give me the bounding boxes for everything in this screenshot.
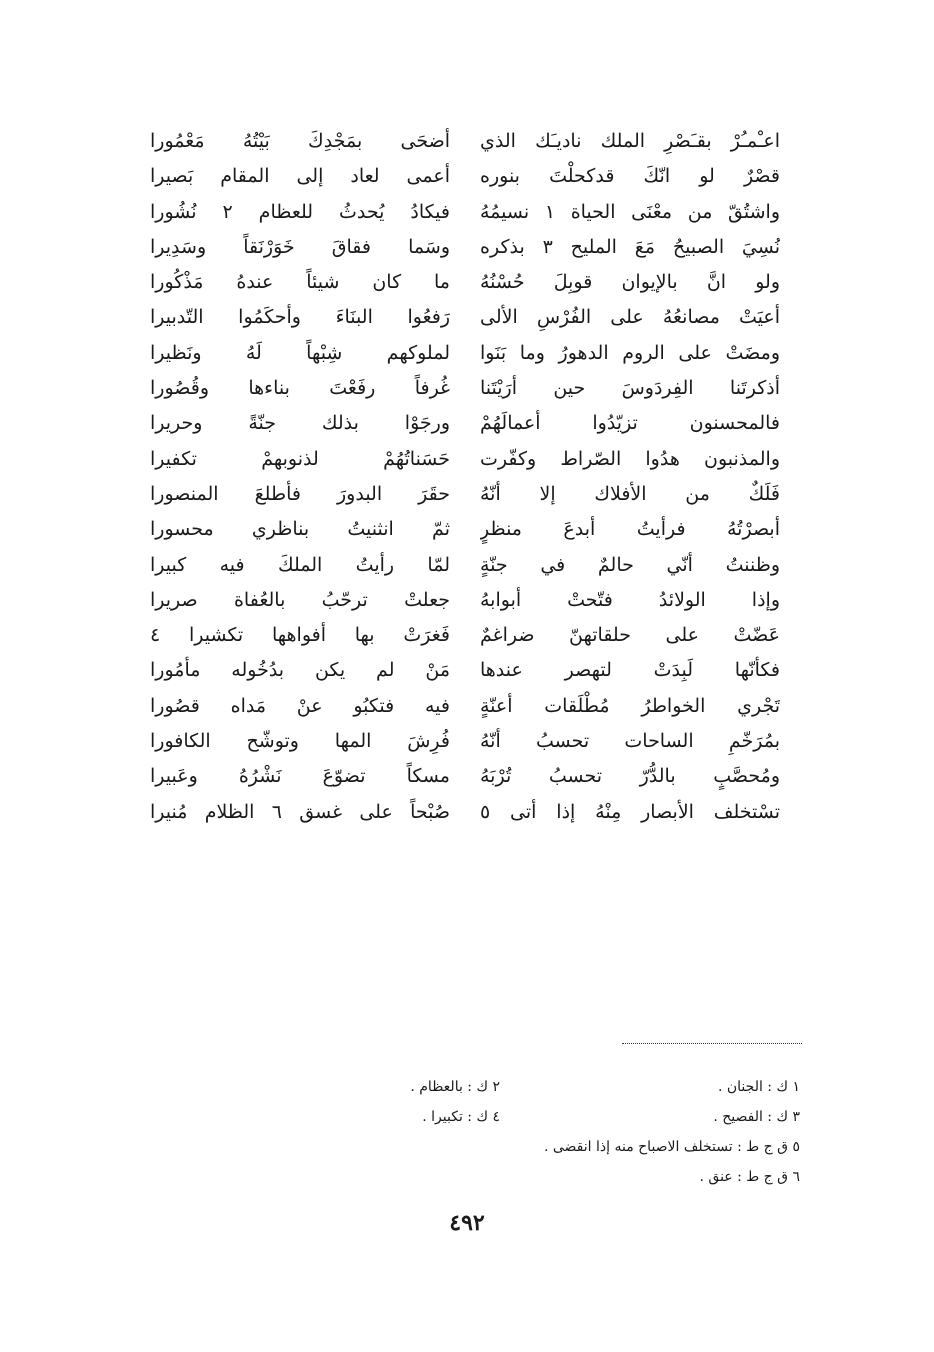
first-hemistich: وظننتُ أنّي حالمٌ في جنّةٍ [480, 553, 780, 576]
verse-line [150, 583, 780, 618]
first-hemistich: أعيَتْ مصانعُهُ على الفُرْسِ الألى [480, 306, 780, 329]
footnote-row [280, 1102, 800, 1132]
second-hemistich: حَسَناتُهُمْ لذنوبهمْ تكفيرا [150, 447, 450, 470]
second-hemistich: لمّا رأيتُ الملكَ فيه كبيرا [150, 553, 450, 576]
first-hemistich: قصْرٌ لو انّكَ قدكحلْتَ بنوره [480, 165, 780, 188]
verse-line [150, 230, 780, 265]
first-hemistich: ومضَتْ على الروم الدهورُ وما بَنَوا [480, 341, 780, 364]
first-hemistich: تَجْري الخواطرُ مُطْلَقات أعنّةٍ [480, 694, 780, 717]
footnote-1: ١ ك : الجنان . [717, 1079, 800, 1095]
first-hemistich: واشتُقّ من معْنَى الحياة ١ نسيمُهُ [480, 200, 780, 223]
first-hemistich: ولو انَّ بالإيوان قوبِلَ حُسْنُهُ [480, 271, 780, 294]
footnote-5: ٥ ق ج ط : تستخلف الاصباح منه إذا انقضى . [543, 1139, 800, 1155]
verse-line [150, 371, 780, 406]
first-hemistich: فالمحسنون تزيّدُوا أعمالَهُمْ [480, 412, 780, 435]
second-hemistich: أعمى لعاد إلى المقام بَصيرا [150, 165, 450, 188]
first-hemistich: وإذا الولائدُ فتّحتْ أبوابهُ [480, 588, 780, 611]
second-hemistich: لملوكهم شِبْهاً لَهُ ونَظيرا [150, 341, 450, 364]
first-hemistich: عَضّتْ على حلقاتهنّ ضراغمٌ [480, 624, 780, 647]
second-hemistich: فَغرَتْ بها أفواهها تكشيرا ٤ [150, 624, 450, 647]
poem [150, 124, 780, 830]
first-hemistich: بمُرَخّمِ الساحات تحسبُ أنّهُ [480, 730, 780, 753]
footnote-3: ٣ ك : الفصيح . [713, 1109, 800, 1125]
page-number: ٤٩٢ [449, 1210, 485, 1236]
verse-line [150, 477, 780, 512]
second-hemistich: حقَرَ البدورَ فأطلعَ المنصورا [150, 482, 450, 505]
second-hemistich: ورجَوْا بذلك جنّةً وحريرا [150, 412, 450, 435]
second-hemistich: ما كان شيئاً عندهُ مَذْكُورا [150, 271, 450, 294]
second-hemistich: رَفعُوا البنَاءَ وأحكَمُوا التّدبيرا [150, 306, 450, 329]
verse-line [150, 406, 780, 441]
first-hemistich: فَلَكٌ من الأفلاك إلا أنّهُ [480, 482, 780, 505]
second-hemistich: ثمّ انثنيتُ بناظري محسورا [150, 518, 450, 541]
footnote-divider [622, 1043, 802, 1044]
second-hemistich: غُرفاً رفَعْتَ بناءها وقُصُورا [150, 377, 450, 400]
verse-line [150, 618, 780, 653]
verse-line [150, 689, 780, 724]
footnote-row [280, 1072, 800, 1102]
verse-line [150, 195, 780, 230]
second-hemistich: فيه فتكبُو عنْ مَداه قصُورا [150, 694, 450, 717]
second-hemistich: وسَما فقاقَ خَوَرْنَقاً وسَدِيرا [150, 235, 450, 258]
verse-line [150, 759, 780, 794]
first-hemistich: نُسِيَ الصبيحُ مَعَ المليح ٣ بذكره [480, 235, 780, 258]
first-hemistich: أذكرتَنا الفِردَوسَ حين أرَيْتَنا [480, 377, 780, 400]
footnote-4: ٤ ك : تكبيرا . [422, 1109, 500, 1125]
second-hemistich: صُبْحاً على غسق ٦ الظلام مُنيرا [150, 800, 450, 823]
verse-line [150, 548, 780, 583]
first-hemistich: تسْتخلف الأبصار مِنْهُ إذا أتى ٥ [480, 800, 780, 823]
second-hemistich: فُرِشَ المها وتوشّح الكافورا [150, 730, 450, 753]
verse-line [150, 265, 780, 300]
footnotes [280, 1072, 800, 1192]
verse-line [150, 653, 780, 688]
verse-line [150, 724, 780, 759]
second-hemistich: أضحَى بمَجْدِكَ بَيْتُهُ مَعْمُورا [150, 130, 450, 152]
second-hemistich: فيكادُ يُحدثُ للعظام ٢ نُشُورا [150, 200, 450, 223]
footnote-6: ٦ ق ج ط : عنق . [699, 1169, 800, 1185]
first-hemistich: ومُحصَّبٍ بالدُّرّ تحسبُ تُرْبَهُ [480, 765, 780, 788]
footnote-row [280, 1132, 800, 1162]
first-hemistich: والمذنبون هدُوا الصّراط وكفّرت [480, 447, 780, 470]
verse-line [150, 442, 780, 477]
verse-line [150, 124, 780, 159]
second-hemistich: مَنْ لم يكن بدُخُوله مأمُورا [150, 659, 450, 682]
verse-line [150, 795, 780, 830]
first-hemistich: اعـْمـُرْ بقـَصْرِ الملك ناديـَك الذي [480, 130, 780, 152]
verse-line [150, 300, 780, 335]
footnote-2: ٢ ك : بالعظام . [410, 1079, 500, 1095]
second-hemistich: جعلتْ ترحّبُ بالعُفاة صريرا [150, 588, 450, 611]
verse-line [150, 512, 780, 547]
footnote-row [280, 1162, 800, 1192]
second-hemistich: مسكاً تضوّعَ نَشْرُهُ وعَبيرا [150, 765, 450, 788]
first-hemistich: فكأنّها لَبِدَتْ لتهصر عندها [480, 659, 780, 682]
verse-line [150, 336, 780, 371]
first-hemistich: أبصرْتُهُ فرأيتُ أبدعَ منظرٍ [480, 518, 780, 541]
verse-line [150, 159, 780, 194]
